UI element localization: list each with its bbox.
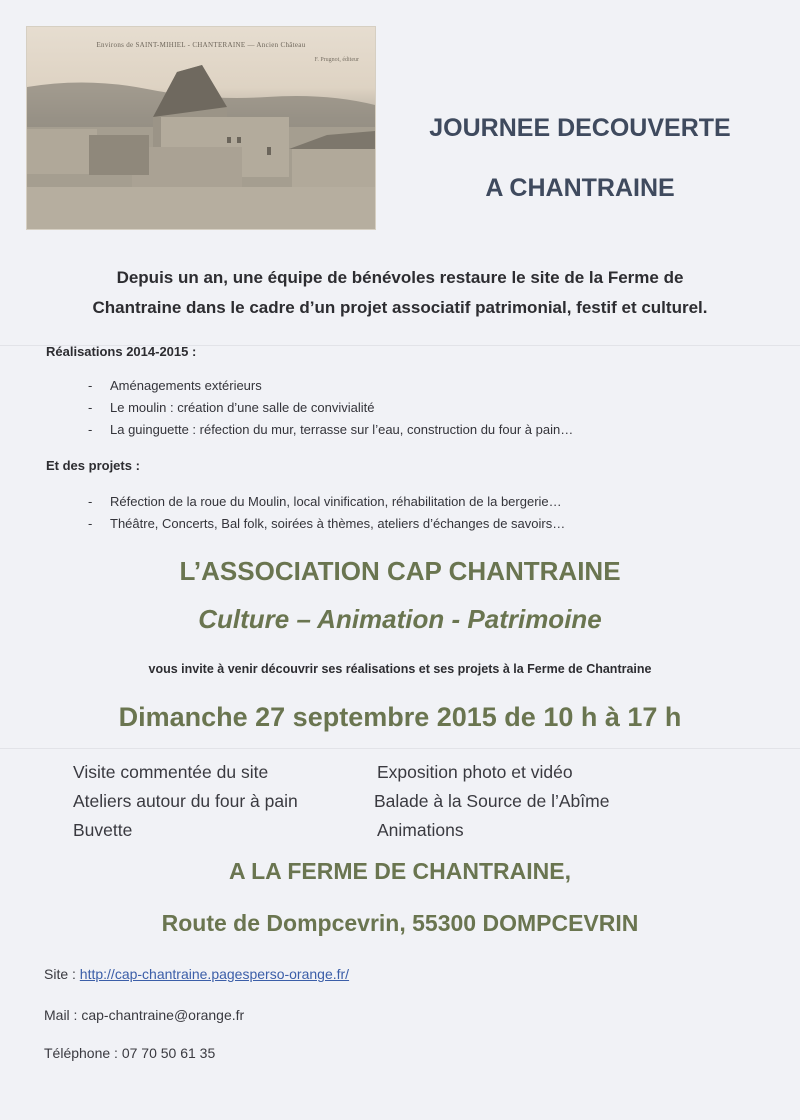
intro-line1: Depuis un an, une équipe de bénévoles restaure le site de la Ferme de [116, 268, 684, 287]
activity-item: Exposition photo et vidéo [377, 762, 573, 782]
list-item: - La guinguette : réfection du mur, terrasse sur l’eau, construction du four à pain… [88, 422, 574, 437]
association-tagline: Culture – Animation - Patrimoine [198, 604, 602, 634]
invite-text: vous invite à venir découvrir ses réalisations et ses projets à la Ferme de Chantraine [148, 662, 652, 676]
projets-label: Et des projets : [46, 458, 140, 473]
activity-item: Buvette [73, 820, 133, 840]
location-line1: A LA FERME DE CHANTRAINE, [228, 858, 571, 884]
event-date: Dimanche 27 septembre 2015 de 10 h à 17 h [118, 702, 682, 732]
list-item: - Le moulin : création d’une salle de convivialité [88, 400, 375, 415]
activity-item: Balade à la Source de l’Abîme [374, 791, 610, 811]
site-link[interactable]: http://cap-chantraine.pagesperso-orange.fr/ [79, 966, 350, 982]
postcard-editor: F. Prugnot, éditeur [314, 57, 359, 63]
postcard-caption: Environs de SAINT-MIHIEL - CHANTERAINE — Ancien Château [96, 41, 306, 49]
activity-item: Animations [377, 820, 464, 840]
list-item: - Réfection de la roue du Moulin, local vinification, réhabilitation de la bergerie… [88, 494, 562, 509]
contact-phone: Téléphone : 07 70 50 61 35 [44, 1045, 216, 1061]
contact-site: Site : http://cap-chantraine.pagesperso-orange.fr/ [44, 966, 350, 982]
list-item: - Aménagements extérieurs [88, 378, 262, 393]
realisations-label: Réalisations 2014-2015 : [46, 344, 197, 359]
page-title-line1: JOURNEE DECOUVERTE [429, 114, 731, 142]
association-name: L’ASSOCIATION CAP CHANTRAINE [179, 556, 621, 586]
contact-mail: Mail : cap-chantraine@orange.fr [44, 1007, 245, 1023]
list-item: - Théâtre, Concerts, Bal folk, soirées à thèmes, ateliers d’échanges de savoirs… [88, 516, 566, 531]
postcard-photo [26, 26, 376, 230]
location-line2: Route de Dompcevrin, 55300 DOMPCEVRIN [161, 910, 639, 936]
intro-line2: Chantraine dans le cadre d’un projet associatif patrimonial, festif et culturel. [92, 298, 708, 317]
activity-item: Visite commentée du site [73, 762, 269, 782]
paper-fold-line [0, 748, 800, 749]
activity-item: Ateliers autour du four à pain [73, 791, 298, 811]
page-title-line2: A CHANTRAINE [485, 174, 675, 202]
